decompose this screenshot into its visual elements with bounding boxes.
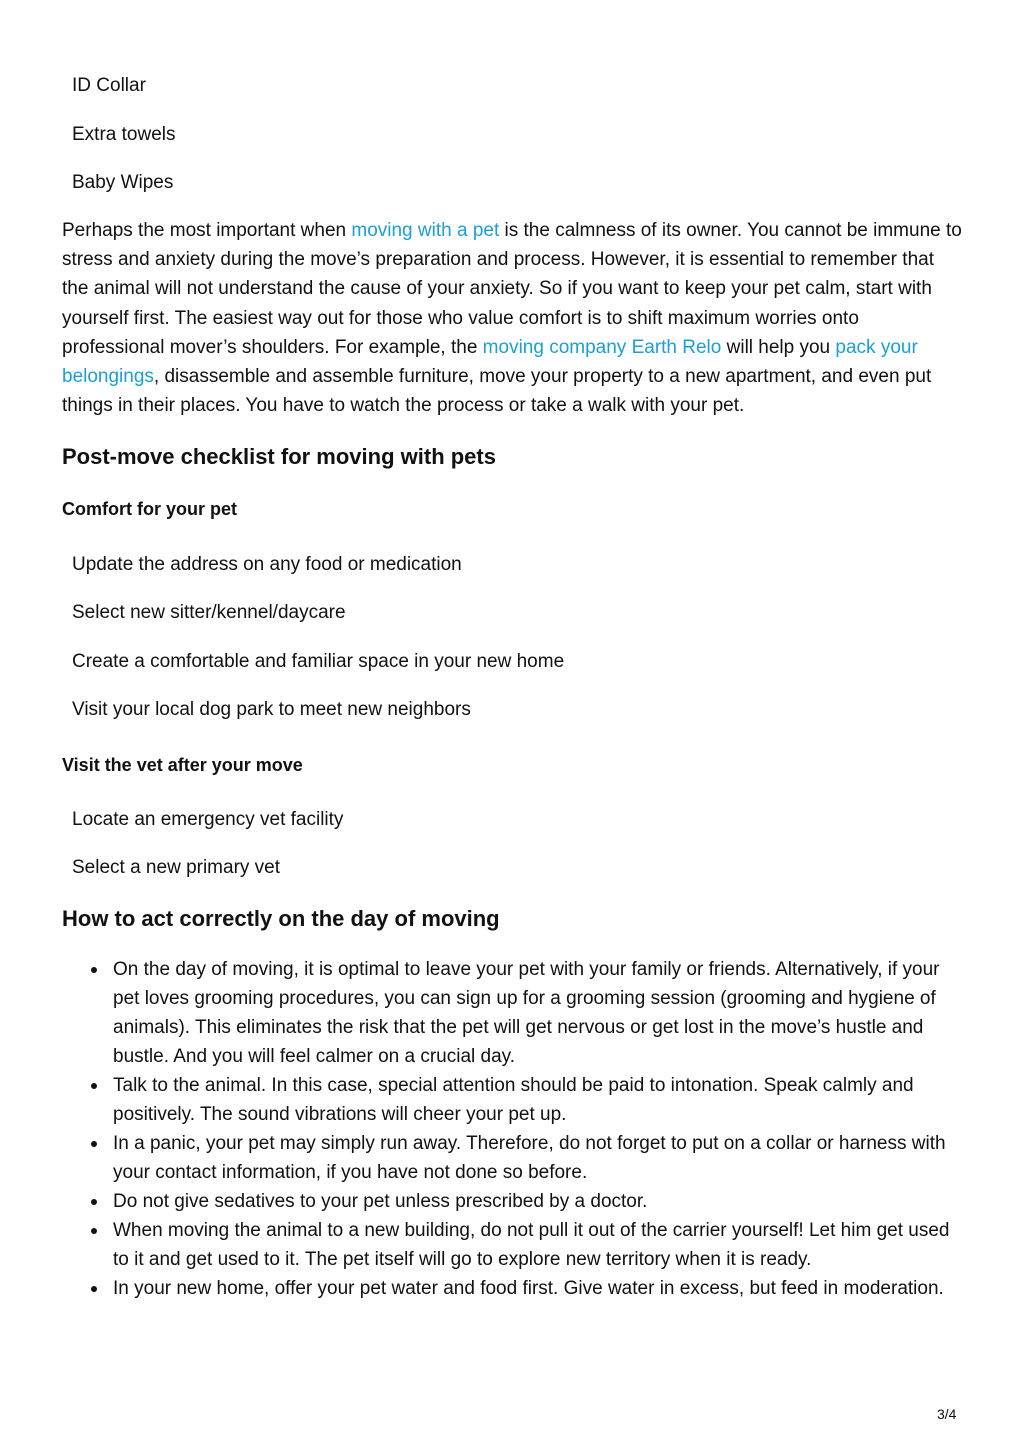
paragraph-text-3: will help you bbox=[721, 336, 836, 358]
bullet-icon bbox=[91, 1199, 97, 1205]
checklist-item-baby-wipes: Baby Wipes bbox=[72, 172, 174, 193]
checklist-item-comfortable-space: Create a comfortable and familiar space in your new home bbox=[72, 651, 565, 672]
heading-post-move-checklist: Post-move checklist for moving with pets bbox=[62, 444, 496, 469]
list-item bbox=[62, 1071, 962, 1129]
checklist-item-select-sitter: Select new sitter/kennel/daycare bbox=[72, 602, 346, 623]
checklist-item-primary-vet: Select a new primary vet bbox=[72, 857, 281, 878]
bullet-icon bbox=[91, 1228, 97, 1234]
link-moving-with-a-pet[interactable]: moving with a pet bbox=[351, 220, 500, 241]
list-item-text: Talk to the animal. In this case, special attention should be paid to intonation. Speak calmly and positively. The sound vibrations will cheer your pet up. bbox=[113, 1075, 914, 1125]
heading-moving-day: How to act correctly on the day of moving bbox=[62, 906, 500, 931]
moving-day-bullet-list bbox=[62, 955, 962, 1303]
link-moving-company-earth-relo[interactable]: moving company Earth Relo bbox=[482, 336, 722, 358]
page-number: 3/4 bbox=[937, 1406, 957, 1422]
paragraph-text-1: Perhaps the most important when bbox=[62, 220, 352, 241]
checklist-item-id-collar: ID Collar bbox=[72, 75, 146, 96]
paragraph-text-2: is the calmness of its owner. You cannot be immune to stress and anxiety during the move’s preparation and process. However, it is essential to remember that the animal will not understand the cause of your anxiety. So if you want to keep your pet calm, start with yourself first. The easiest way out for those who value comfort is to shift maximum worries onto professional mover’s shoulders. For example, the bbox=[62, 220, 962, 358]
link-pack-your-belongings[interactable]: pack your belongings bbox=[62, 336, 918, 388]
checklist-item-update-address: Update the address on any food or medication bbox=[72, 554, 462, 575]
bullet-icon bbox=[91, 1083, 97, 1089]
subheading-visit-the-vet: Visit the vet after your move bbox=[62, 755, 303, 775]
list-item bbox=[62, 1274, 962, 1303]
list-item-text: In a panic, your pet may simply run away. Therefore, do not forget to put on a collar or harness with your contact information, if you have not done so before. bbox=[113, 1133, 946, 1183]
body-paragraph bbox=[62, 216, 962, 420]
list-item-text: In your new home, offer your pet water and food first. Give water in excess, but feed in moderation. bbox=[113, 1278, 944, 1299]
list-item-text: When moving the animal to a new building, do not pull it out of the carrier yourself! Let him get used to it and get used to it. The pet itself will go to explore new territory when it is ready. bbox=[113, 1220, 950, 1270]
bullet-icon bbox=[91, 1141, 97, 1147]
checklist-item-dog-park: Visit your local dog park to meet new neighbors bbox=[72, 699, 471, 720]
list-item bbox=[62, 1129, 962, 1187]
bullet-icon bbox=[91, 1286, 97, 1292]
list-item-text: On the day of moving, it is optimal to leave your pet with your family or friends. Alternatively, if your pet loves grooming procedures, you can sign up for a grooming session (grooming and hygiene of animals). This eliminates the risk that the pet will get nervous or get lost in the move’s hustle and bustle. And you will feel calmer on a crucial day. bbox=[113, 959, 940, 1067]
bullet-icon bbox=[91, 967, 97, 973]
paragraph-text-4: , disassemble and assemble furniture, move your property to a new apartment, and even put things in their places. You have to watch the process or take a walk with your pet. bbox=[62, 366, 932, 417]
list-item-text: Do not give sedatives to your pet unless prescribed by a doctor. bbox=[113, 1191, 648, 1212]
subheading-comfort-for-your-pet: Comfort for your pet bbox=[62, 499, 237, 519]
checklist-item-emergency-vet: Locate an emergency vet facility bbox=[72, 809, 344, 830]
list-item bbox=[62, 1216, 962, 1274]
list-item bbox=[62, 1187, 962, 1216]
checklist-item-extra-towels: Extra towels bbox=[72, 124, 176, 145]
list-item bbox=[62, 955, 962, 1071]
